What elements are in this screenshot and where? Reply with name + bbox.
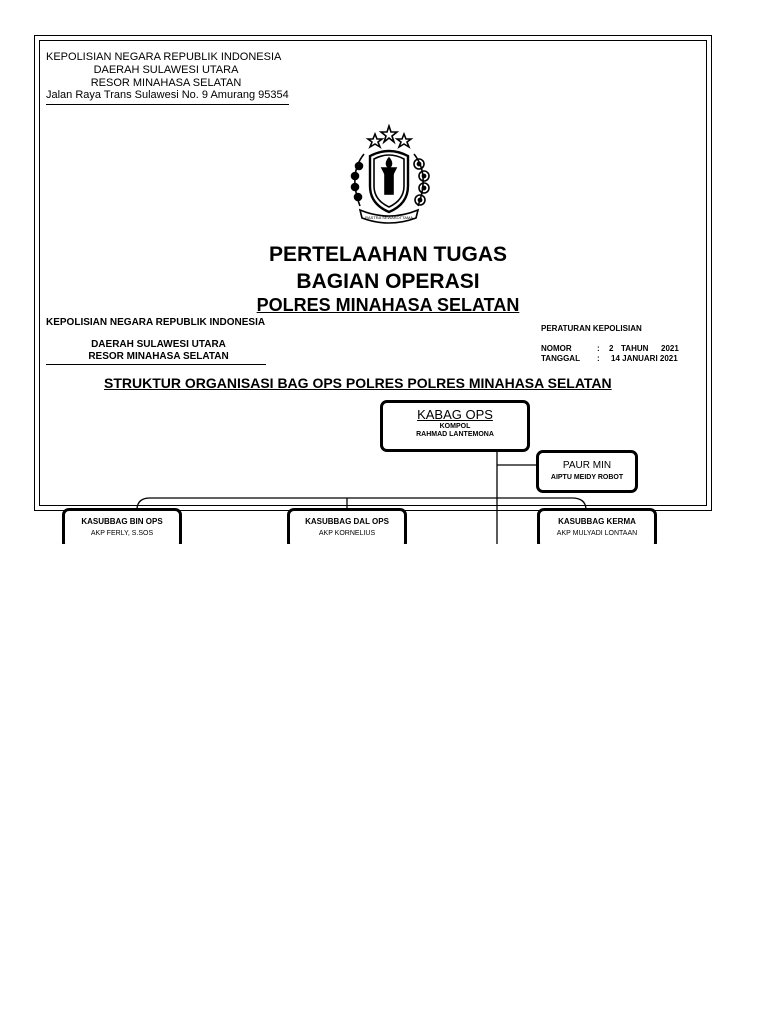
nomor-value: 2: [609, 344, 614, 353]
paur-min-box: [536, 450, 638, 493]
tanggal-value: 14 JANUARI 2021: [611, 354, 678, 363]
tahun-value: 2021: [661, 344, 679, 353]
regulation-number: [541, 345, 679, 353]
document-title-line1: PERTELAAHAN TUGAS: [268, 243, 507, 266]
subheader-resort: RESOR MINAHASA SELATAN: [88, 351, 229, 362]
tahun-label: TAHUN: [621, 344, 649, 353]
header-resort: RESOR MINAHASA SELATAN: [90, 77, 242, 89]
tanggal-separator: :: [597, 354, 600, 363]
kerma-title: KASUBBAG KERMA: [558, 517, 636, 526]
emblem-motto: RASTRA SEWAKOTTAMA: [365, 215, 413, 220]
header-divider: [46, 104, 289, 105]
kabag-ops-box: [380, 400, 530, 452]
nomor-label: NOMOR: [541, 344, 572, 353]
paur-name: AIPTU MEIDY ROBOT: [550, 474, 624, 481]
header-address: Jalan Raya Trans Sulawesi No. 9 Amurang 95354: [46, 89, 289, 101]
document-title-line2: BAGIAN OPERASI: [296, 270, 480, 293]
paur-title: PAUR MIN: [562, 460, 612, 471]
kabag-rank: KOMPOL: [439, 423, 471, 430]
subheader-region: DAERAH SULAWESI UTARA: [91, 339, 226, 350]
dal-ops-title: KASUBBAG DAL OPS: [305, 517, 389, 526]
kerma-name: AKP MULYADI LONTAAN: [556, 530, 638, 537]
tanggal-label: TANGGAL: [541, 354, 580, 363]
kabag-name: RAHMAD LANTEMONA: [416, 431, 494, 438]
regulation-date: [541, 355, 678, 363]
regulation-label: PERATURAN KEPOLISIAN: [541, 324, 642, 333]
kabag-title: KABAG OPS: [417, 407, 493, 422]
document-title-line3: POLRES MINAHASA SELATAN: [256, 295, 520, 315]
header-region: DAERAH SULAWESI UTARA: [93, 64, 239, 76]
subheader-divider: [46, 364, 266, 365]
police-emblem-icon: [330, 124, 448, 226]
nomor-separator: :: [597, 344, 600, 353]
header-institution: KEPOLISIAN NEGARA REPUBLIK INDONESIA: [46, 51, 282, 63]
bin-ops-name: AKP FERLY, S.SOS: [90, 530, 154, 537]
structure-heading: STRUKTUR ORGANISASI BAG OPS POLRES POLRES MINAHASA SELATAN: [104, 375, 612, 391]
dal-ops-name: AKP KORNELIUS: [318, 530, 376, 537]
subheader-institution: KEPOLISIAN NEGARA REPUBLIK INDONESIA: [46, 317, 266, 328]
bin-ops-title: KASUBBAG BIN OPS: [81, 517, 163, 526]
blank-page-area: [0, 544, 768, 1024]
